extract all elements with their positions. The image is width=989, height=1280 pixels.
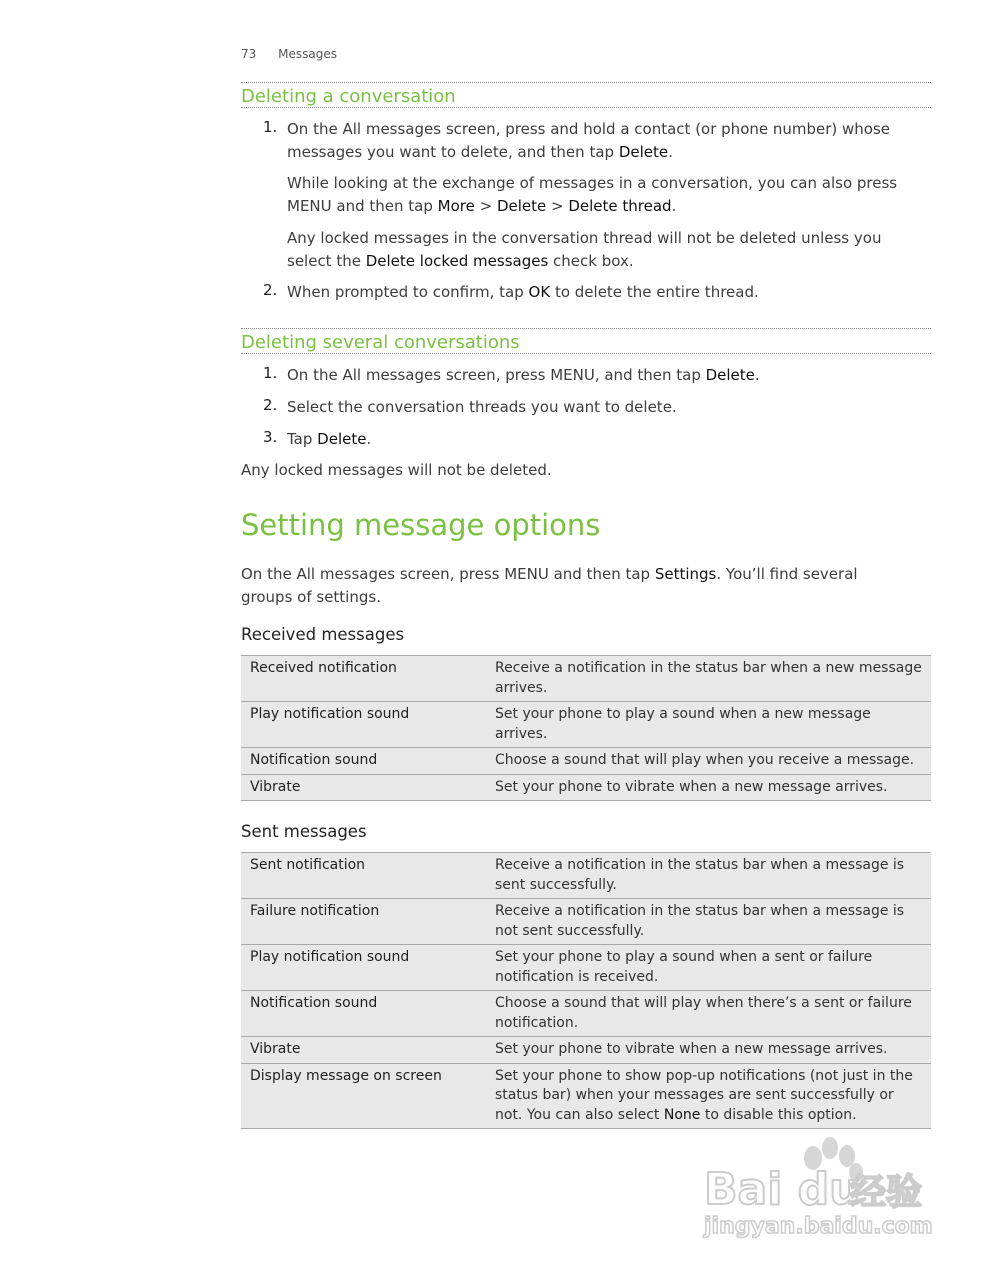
chapter-heading: Setting message options [241,508,601,542]
table-row: Sent notification Receive a notification in the status bar when a message is sent successfully. [241,853,931,899]
step-text: On the All messages screen, press and hold a contact (or phone number) whose messages you want to delete, and then tap Delete. [287,120,891,161]
subheading-sent: Sent messages [241,822,367,841]
page-number: 73 [241,47,257,61]
step-text: Select the conversation threads you want to delete. [287,398,677,416]
intro-paragraph: On the All messages screen, press MENU and then tap Settings. You’ll find several groups of settings. [241,565,858,606]
step-text: When prompted to confirm, tap OK to delete the entire thread. [287,283,759,301]
step-note: While looking at the exchange of messages in a conversation, you can also press MENU and then tap More > Delete > Delete thread. [287,174,898,215]
step-text: Tap Delete. [287,430,372,448]
watermark-url: jingyan.baidu.com [704,1214,933,1239]
table-row: Play notification sound Set your phone to play a sound when a new message arrives. [241,702,931,748]
step-number: 1. [263,118,278,136]
table-row: Display message on screen Set your phone to show pop-up notifications (not just in the status bar) when your messages are sent successfully or not. You can also select None to disable this option. [241,1063,931,1129]
step-number: 1. [263,364,278,382]
step-number: 2. [263,396,278,414]
header-section-title: Messages [278,47,337,61]
table-row: Vibrate Set your phone to vibrate when a new message arrives. [241,774,931,801]
section-footnote: Any locked messages will not be deleted. [241,461,552,479]
subheading-received: Received messages [241,625,405,644]
watermark-brand: Bai du [704,1164,861,1215]
section-heading-deleting-several: Deleting several conversations [241,328,931,354]
table-row: Received notification Receive a notification in the status bar when a new message arrives. [241,656,931,702]
step-note: Any locked messages in the conversation thread will not be deleted unless you select the Delete locked messages check box. [287,229,882,270]
table-row: Notification sound Choose a sound that will play when there’s a sent or failure notification. [241,991,931,1037]
step-number: 2. [263,281,278,299]
sent-settings-table [241,852,931,1129]
table-row: Play notification sound Set your phone to play a sound when a sent or failure notification is received. [241,945,931,991]
table-row: Failure notification Receive a notification in the status bar when a message is not sent successfully. [241,899,931,945]
received-settings-table [241,655,931,801]
running-header [241,47,337,61]
table-row: Vibrate Set your phone to vibrate when a new message arrives. [241,1037,931,1064]
table-row: Notification sound Choose a sound that will play when you receive a message. [241,748,931,775]
watermark-cn: 经验 [850,1172,923,1213]
step-number: 3. [263,428,278,446]
baidu-jingyan-watermark [700,1130,940,1245]
section-heading-deleting-conversation: Deleting a conversation [241,82,931,108]
step-text: On the All messages screen, press MENU, and then tap Delete. [287,366,760,384]
